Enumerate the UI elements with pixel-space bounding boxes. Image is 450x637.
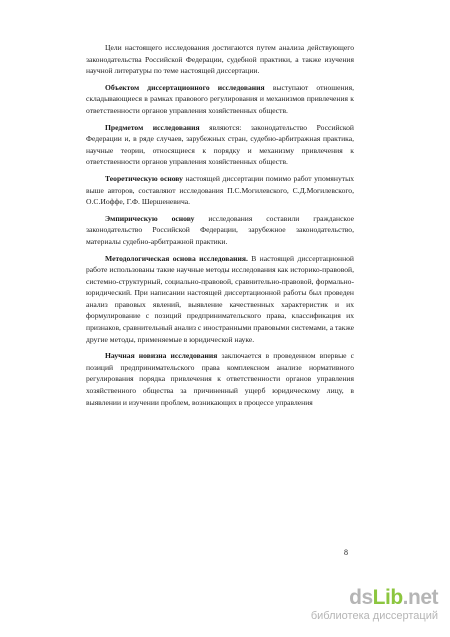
paragraph-subject	[86, 122, 354, 168]
logo-part-net: .net	[402, 586, 438, 609]
paragraph-lead: Эмпирическую основу	[105, 213, 195, 223]
paragraph-lead: Предметом исследования	[105, 122, 200, 132]
dslib-logo[interactable]	[349, 587, 438, 609]
page-number: 8	[344, 548, 348, 557]
paragraph-text: настоящей диссертации помимо работ упомянутых выше авторов, составляют исследования П.С.Могилевского, С.Д.Могилевского, О.С.Иоффе, Г.Ф. Шершеневича.	[86, 173, 354, 207]
body-text	[86, 42, 354, 413]
paragraph-lead: Научная новизна исследования	[105, 351, 218, 361]
paragraph-lead: Методологическая основа исследования.	[105, 253, 248, 263]
paragraph-text: являются: законодательство Российской Федерации и, в ряде случаев, зарубежных стран, судебно-арбитражная практика, научные теории, относящиеся к порядку и механизму привлечения к ответственности органов управления хозяйственных обществ.	[86, 122, 354, 167]
paragraph-empirical	[86, 213, 354, 248]
paragraph-object	[86, 82, 354, 117]
paragraph-goals	[86, 42, 354, 77]
logo-part-lib: Lib	[372, 586, 403, 609]
paragraph-text: Цели настоящего исследования достигаются путем анализа действующего законодательства Российской Федерации, судебной практики, а также изучения научной литературы по теме настоящей диссертации.	[86, 43, 354, 76]
paragraph-text: выступают отношения, складывающиеся в рамках правового регулирования и механизмов привлечения к ответственности органов управления хозяйственных обществ.	[86, 82, 355, 115]
dslib-tagline: библиотека диссертаций	[310, 610, 438, 622]
paragraph-lead: Теоретическую основу	[105, 173, 183, 183]
paragraph-lead: Объектом диссертационного исследования	[105, 82, 265, 92]
paragraph-text: В настоящей диссертационной работе использованы такие научные методы исследования как историко-правовой, системно-структурный, социально-правовой, сравнительно-правовой, формально-юридический. При написании настоящей диссертационной работы был проведен анализ правовых явлений, выявление качественных характеристик и их формулирование с позиций предпринимательского права, классификация их признаков, сравнительный анализ с иностранными правовыми системами, а также другие методы, применяемые в юридической науке.	[86, 253, 354, 344]
dslib-watermark[interactable]	[312, 587, 438, 629]
paragraph-text: заключается в проведенном впервые с позиций предпринимательского права комплексном анализе нормативного регулирования порядка привлечения к ответственности органов управления хозяйственного общества за причиненный ущерб юридическому лицу, в выявлении и изучении проблем, возникающих в процессе управления	[86, 351, 354, 407]
paragraph-text: исследования составили гражданское законодательство Российской Федерации, зарубежное законодательство, материалы судебно-арбитражной практики.	[86, 213, 354, 246]
paragraph-novelty	[86, 350, 354, 408]
paragraph-theory	[86, 173, 354, 208]
logo-part-ds: ds	[349, 586, 373, 609]
paragraph-methodology	[86, 253, 354, 346]
